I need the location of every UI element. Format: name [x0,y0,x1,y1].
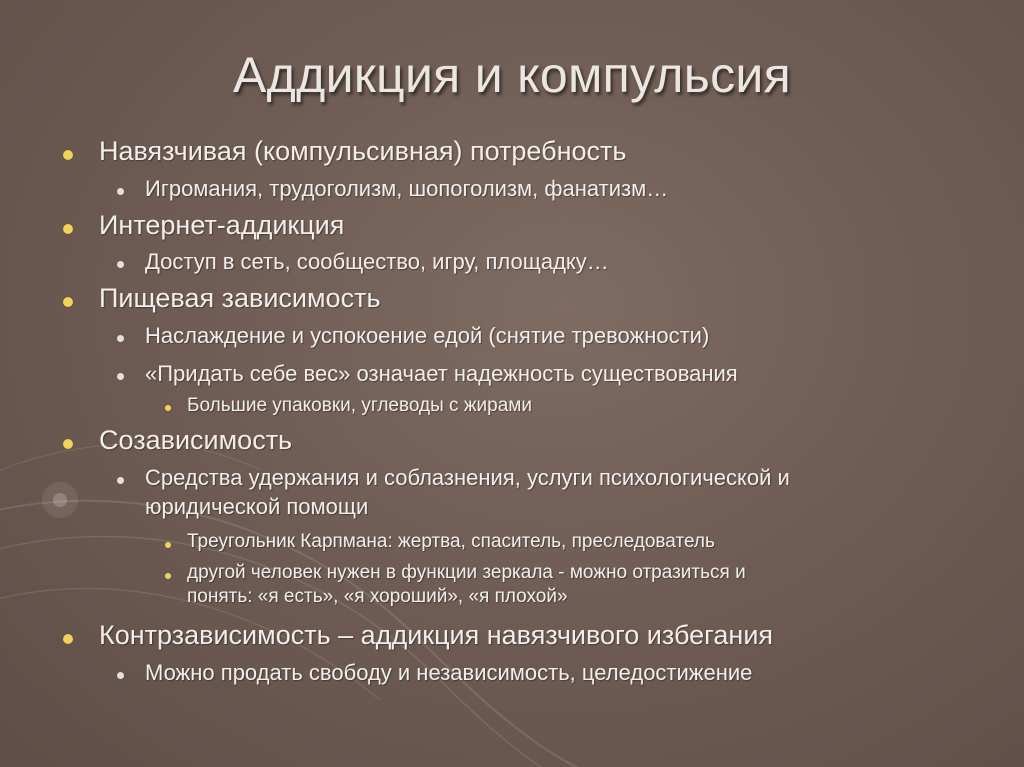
list-item: Навязчивая (компульсивная) потребность [99,136,627,166]
bullet-dot-icon [165,573,171,579]
list-item: Игромания, трудоголизм, шопоголизм, фанатизм… [145,176,669,201]
bullet-dot-icon [117,335,124,342]
bullet-dot-icon [63,150,73,160]
page-title: Аддикция и компульсия [233,47,791,103]
bullet-dot-icon [117,672,124,679]
list-item: Созависимость [99,425,293,455]
list-item: Интернет-аддикция [99,210,345,240]
list-item: Наслаждение и успокоение едой (снятие тревожности) [145,323,710,348]
list-item: Пищевая зависимость [99,283,381,313]
list-item: юридической помощи [145,494,369,519]
bullet-dot-icon [165,405,171,411]
bullet-dot-icon [63,224,73,234]
list-item: другой человек нужен в функции зеркала - можно отразиться и [187,562,746,583]
list-item: понять: «я есть», «я хороший», «я плохой» [187,586,568,607]
list-item: Доступ в сеть, сообщество, игру, площадку… [145,249,609,274]
list-item: Большие упаковки, углеводы с жирами [187,395,532,416]
bullet-dot-icon [63,439,73,449]
bullet-dot-icon [117,477,124,484]
bullet-dot-icon [117,261,124,268]
bullet-dot-icon [117,188,124,195]
bullet-dot-icon [165,542,171,548]
bullet-dot-icon [63,634,73,644]
list-item: Треугольник Карпмана: жертва, спаситель, преследователь [187,531,715,552]
list-item: Контрзависимость – аддикция навязчивого избегания [99,620,774,650]
list-item: «Придать себе вес» означает надежность существования [145,361,738,386]
list-item: Средства удержания и соблазнения, услуги психологической и [145,465,790,490]
bullet-dot-icon [63,297,73,307]
bullet-dot-icon [117,373,124,380]
list-item: Можно продать свободу и независимость, целедостижение [145,660,753,685]
